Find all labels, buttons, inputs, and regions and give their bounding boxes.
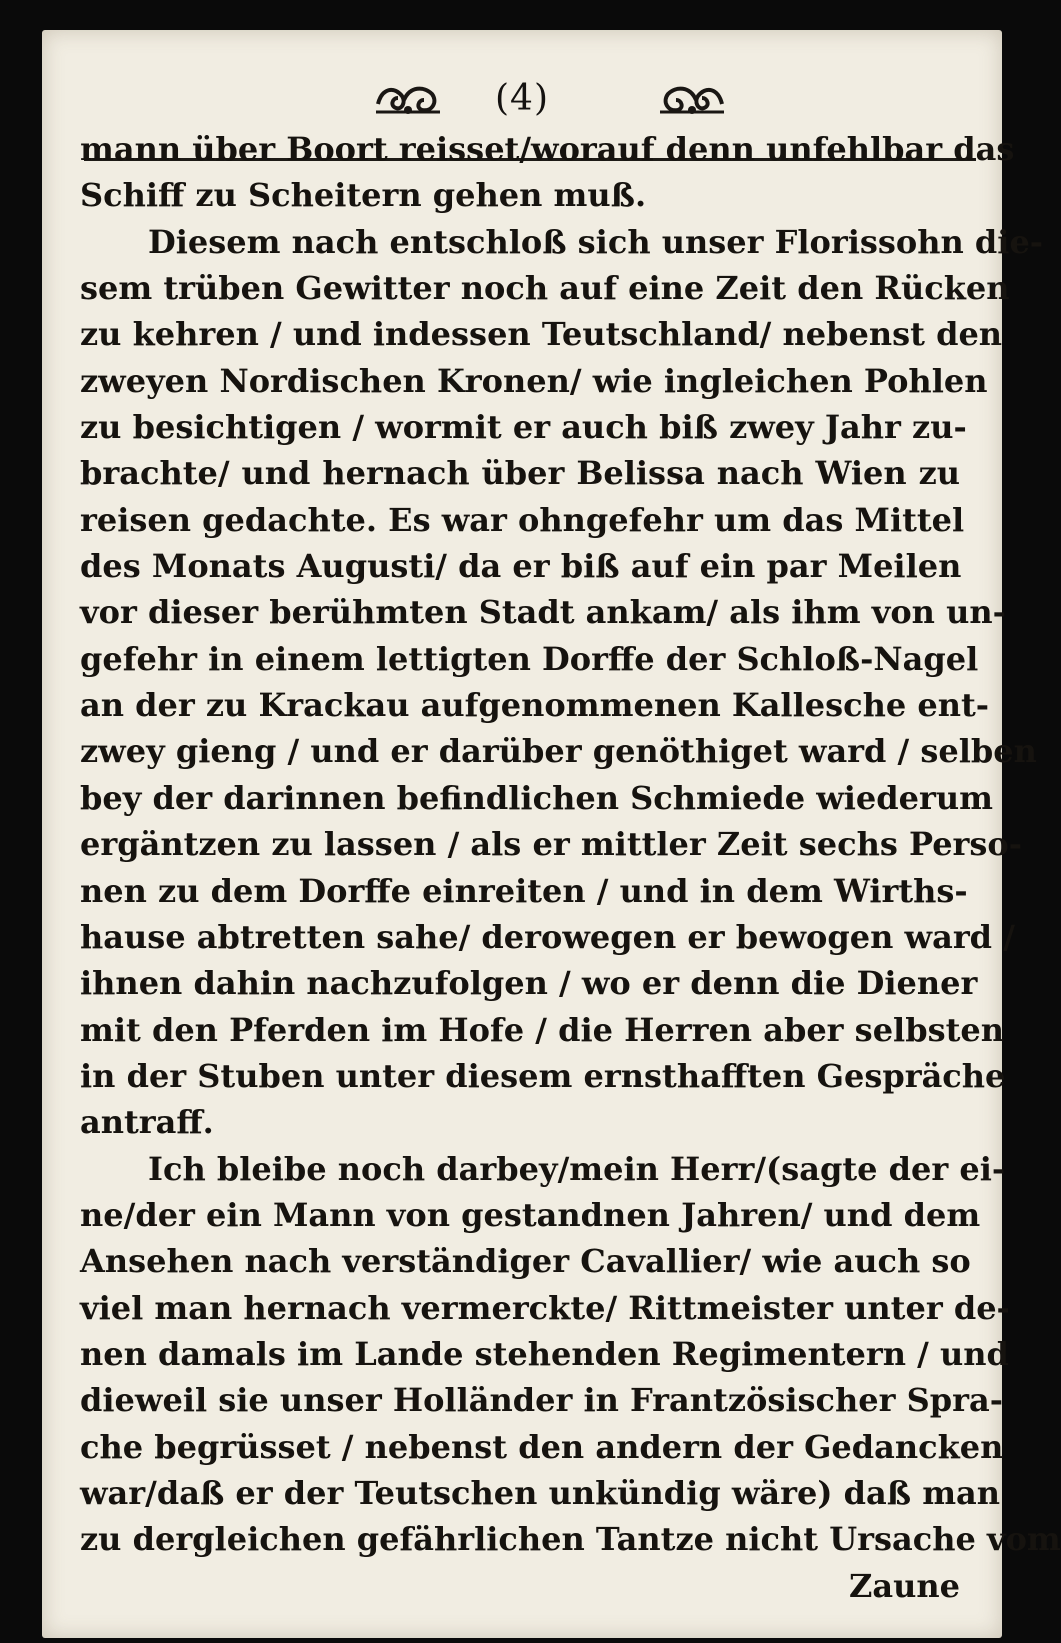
text-line: nen zu dem Dorffe einreiten / und in dem Wirths- [80,871,968,910]
text-line: brachte/ und hernach über Belissa nach Wien zu [80,454,960,493]
text-line: zwey gieng / und er darüber genöthiget ward / selben [80,732,1037,771]
text-line: hause abtretten sahe/ derowegen er bewogen ward / [80,917,1015,956]
text-line: vor dieser berühmten Stadt ankam/ als ihm von un- [80,593,1006,632]
text-line: che begrüsset / nebenst den andern der Gedancken [80,1427,1004,1466]
text-line: Ansehen nach verständiger Cavallier/ wie auch so [80,1242,971,1281]
text-line: mann über Boort reisset/worauf denn unfehlbar das [80,130,1015,168]
text-line: in der Stuben unter diesem ernsthafften Gespräche [80,1056,1006,1095]
page-header [42,74,1002,134]
ornament-right-icon [656,80,728,120]
text-line: mit den Pferden im Hofe / die Herren aber selbsten [80,1010,1004,1049]
text-line: bey der darinnen befindlichen Schmiede wiederum [80,778,993,817]
text-line: antraff. [80,1103,214,1142]
text-line: Schiff zu Scheitern gehen muß. [80,176,647,215]
page-number: (4) [495,78,549,119]
text-line: war/daß er der Teutschen unkündig wäre) daß man [80,1473,1001,1512]
text-line: Diesem nach entschloß sich unser Florissohn die- [148,222,1044,261]
book-page [42,30,1061,1638]
text-line: zu besichtigen / wormit er auch biß zwey Jahr zu- [80,408,967,447]
text-line: reisen gedachte. Es war ohngefehr um das Mittel [80,500,965,539]
text-line: Ich bleibe noch darbey/mein Herr/(sagte der ei- [148,1149,1006,1188]
text-line: an der zu Krackau aufgenommenen Kallesche ent- [80,686,990,725]
text-line: viel man hernach vermerckte/ Rittmeister unter de- [80,1288,1010,1327]
catchword: Zaune [849,1566,960,1605]
text-line: ergäntzen zu lassen / als er mittler Zeit sechs Perso- [80,825,1023,864]
text-line: nen damals im Lande stehenden Regimentern / und [80,1334,1009,1373]
text-line: des Monats Augusti/ da er biß auf ein par Meilen [80,547,962,586]
text-line: zu dergleichen gefährlichen Tantze nicht Ursache vom [80,1520,1061,1559]
text-line: ne/der ein Mann von gestandnen Jahren/ und dem [80,1195,981,1234]
text-line: sem trüben Gewitter noch auf eine Zeit den Rücken [80,269,1010,308]
text-line: zu kehren / und indessen Teutschland/ nebenst den [80,315,1003,354]
text-line: zweyen Nordischen Kronen/ wie ingleichen Pohlen [80,361,988,400]
text-line: ihnen dahin nachzufolgen / wo er denn die Diener [80,964,978,1003]
text-line: dieweil sie unser Holländer in Frantzösischer Spra- [80,1381,1003,1420]
text-line: gefehr in einem lettigten Dorffe der Schloß-Nagel [80,639,979,678]
body-text [80,126,1061,1609]
